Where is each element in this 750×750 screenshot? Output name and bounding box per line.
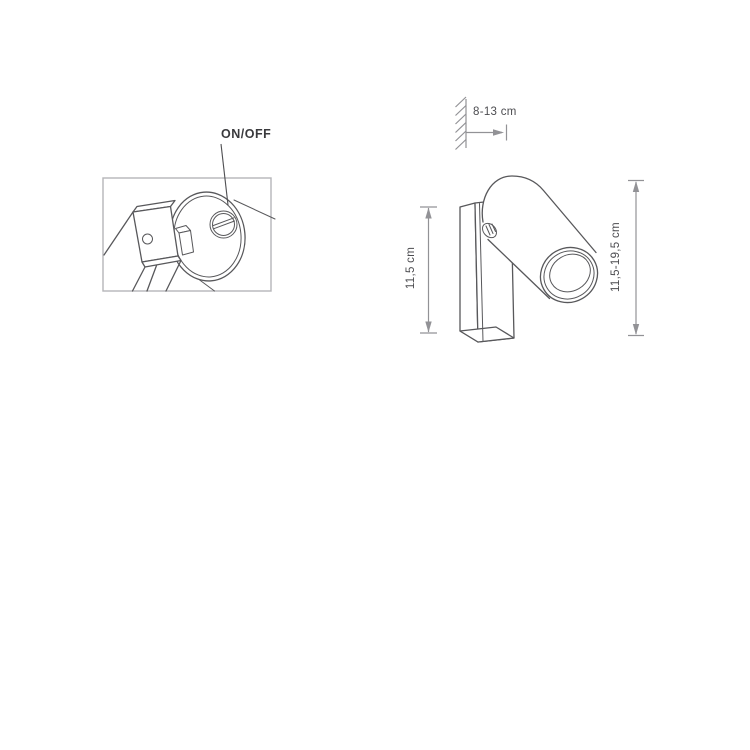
bracket-height-dimension-label: 11,5 cm — [405, 246, 417, 290]
dimension-bracket-height — [420, 207, 437, 333]
arrowhead-right — [493, 129, 504, 135]
dimension-overall-height — [628, 181, 644, 336]
arrowhead-up — [633, 181, 639, 192]
magnifier-circle — [166, 189, 248, 284]
overall-height-dimension-label: 11,5-19,5 cm — [610, 222, 622, 292]
mounting-hole — [143, 234, 153, 244]
bracket-detail — [104, 201, 181, 292]
switch-screw-icon — [210, 211, 237, 238]
arrowhead-up — [425, 208, 431, 219]
detail-callout — [103, 144, 275, 291]
switch-lever — [176, 226, 194, 256]
depth-dimension-label: 8-13 cm — [473, 106, 517, 118]
lamp-side-view — [460, 176, 608, 342]
arrowhead-down — [633, 324, 639, 335]
arrowhead-down — [425, 322, 431, 333]
wall-hatch-icon — [456, 97, 467, 150]
switch-label: ON/OFF — [221, 127, 272, 141]
